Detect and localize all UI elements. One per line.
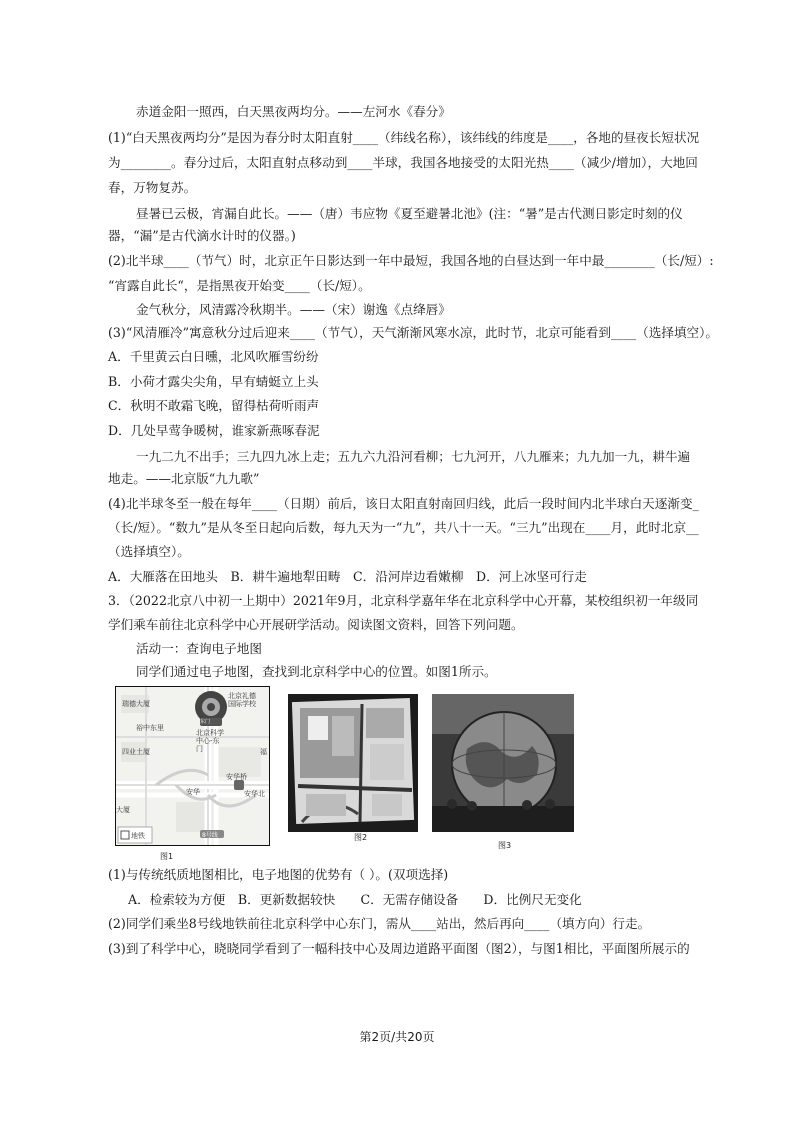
activity-title: 活动一：查询电子地图: [136, 641, 262, 656]
sub-q2: (2)同学们乘坐8号线地铁前往北京科学中心东门，需从____站出，然后再向____（填方向）行走。: [108, 916, 651, 931]
q2-line1: (2)北半球____（节气）时，北京正午日影达到一年中最短，我国各地的白昼达到一年中最________（长/短）:: [108, 253, 714, 268]
page-footer: 第2页/共20页: [359, 1030, 435, 1044]
poem-summer-line1: 昼暑已云极，宵漏自此长。——（唐）韦应物《夏至避暑北池》(注：“暑”是古代测日影定时刻的仪: [136, 206, 683, 221]
q1-line2: 为________。春分过后，太阳直射点移动到____半球，我国各地接受的太阳光热____（减少/增加），大地回: [108, 155, 698, 170]
figure-3-caption: 图3: [498, 841, 512, 850]
plan-photo-drawing: [288, 694, 418, 832]
q1-line3: 春，万物复苏。: [108, 180, 197, 195]
poem-autumn: 金气秋分，风清露冷秋期半。——（宋）谢逸《点绛唇》: [136, 302, 451, 317]
figure-2-plan: [288, 694, 418, 832]
sub-q3: (3)到了科学中心，晓晓同学看到了一幅科技中心及周边道路平面图（图2），与图1相比，平面图所展示的: [108, 941, 690, 956]
q3-option-b: B．小荷才露尖尖角，早有蜻蜓立上头: [108, 374, 319, 389]
poem-winter-line1: 一九二九不出手；三九四九冰上走；五九六九沿河看柳；七九河开，八九雁来；九九加一九，耕牛遍: [136, 449, 691, 464]
map-label-pin: 东门: [200, 719, 211, 725]
sub-q1-options: A．检索较为方便 B．更新数据较快 C．无需存储设备 D．比例尺无变化: [128, 892, 582, 907]
poem-winter-line2: 地走。——北京版“九九歌”: [108, 471, 260, 486]
map-label-building-3: 四业土厦: [122, 748, 150, 756]
q4-line2: （长/短）。“数九”是从冬至日起向后数，每九天为一“九”，共八十一天。“三九”出现在____月，此时北京__: [108, 520, 699, 535]
map-label-road-3: 安华北: [244, 790, 265, 798]
q4-line3: （选择填空）。: [108, 544, 190, 559]
map-label-building-1: 瑞德大厦: [122, 700, 150, 708]
poem-summer-line2: 器，“漏”是古代滴水计时的仪器。): [108, 228, 296, 243]
map-label-school: 北京礼德国际学校: [228, 692, 256, 708]
figure-1-caption: 图1: [160, 852, 174, 861]
q4-options: A．大雁落在田地头 B．耕牛遍地犁田畴 C．沿河岸边看嫩柳 D．河上冰坚可行走: [108, 569, 587, 584]
q3-option-c: C．秋明不敢霜飞晚，留得枯荷听雨声: [108, 398, 320, 413]
globe-photo-drawing: [432, 694, 574, 832]
q3-main-line2: 学们乘车前往北京科学中心开展研学活动。阅读图文资料，回答下列问题。: [108, 617, 524, 632]
q3-main-line1: 3．（2022北京八中初一上期中）2021年9月，北京科学嘉年华在北京科学中心开幕，某校组织初一年级同: [108, 593, 699, 608]
q2-line2: “宵露自此长“，是指黑夜开始变____（长/短）。: [108, 278, 371, 293]
map-label-road-1: 安华: [186, 788, 200, 796]
map-label-road-2: 安华桥: [226, 773, 247, 781]
sub-q1: (1)与传统纸质地图相比，电子地图的优势有（ ）。(双项选择): [108, 867, 449, 882]
q4-line1: (4)北半球冬至一般在每年____（日期）前后，该日太阳直射南回归线，此后一段时间内北半球白天逐渐变_: [108, 496, 699, 511]
activity-text: 同学们通过电子地图，查找到北京科学中心的位置。如图1所示。: [136, 664, 497, 679]
figure-2-caption: 图2: [354, 833, 368, 842]
figure-3-photo: [432, 694, 574, 832]
map-label-left: 大厦: [116, 806, 130, 814]
q3-option-d: D．几处早莺争暖树，谁家新燕啄春泥: [108, 423, 320, 438]
q3-option-a: A．千里黄云白日曛，北风吹雁雪纷纷: [108, 349, 319, 364]
map-legend-label: 地铁: [131, 832, 145, 840]
map-drawing: [116, 687, 269, 845]
map-label-area: 福: [260, 748, 267, 756]
q1-line1: (1)“白天黑夜两均分”是因为春分时太阳直射____（纬线名称），该纬线的纬度是____，各地的昼夜长短状况: [108, 130, 700, 145]
map-label-center: 北京科学中心-东门: [196, 729, 224, 753]
map-label-building-2: 裕中东里: [136, 724, 164, 732]
q3-text: (3)“风清雁冷”寓意秋分过后迎来____（节气），天气渐渐风寒水凉，此时节，北京可能看到____（选择填空）。: [108, 325, 719, 340]
figure-1-map: [115, 686, 270, 846]
map-label-line8: 8号线: [202, 832, 218, 839]
poem-spring: 赤道金阳一照西，白天黑夜两均分。——左河水《春分》: [136, 104, 451, 119]
